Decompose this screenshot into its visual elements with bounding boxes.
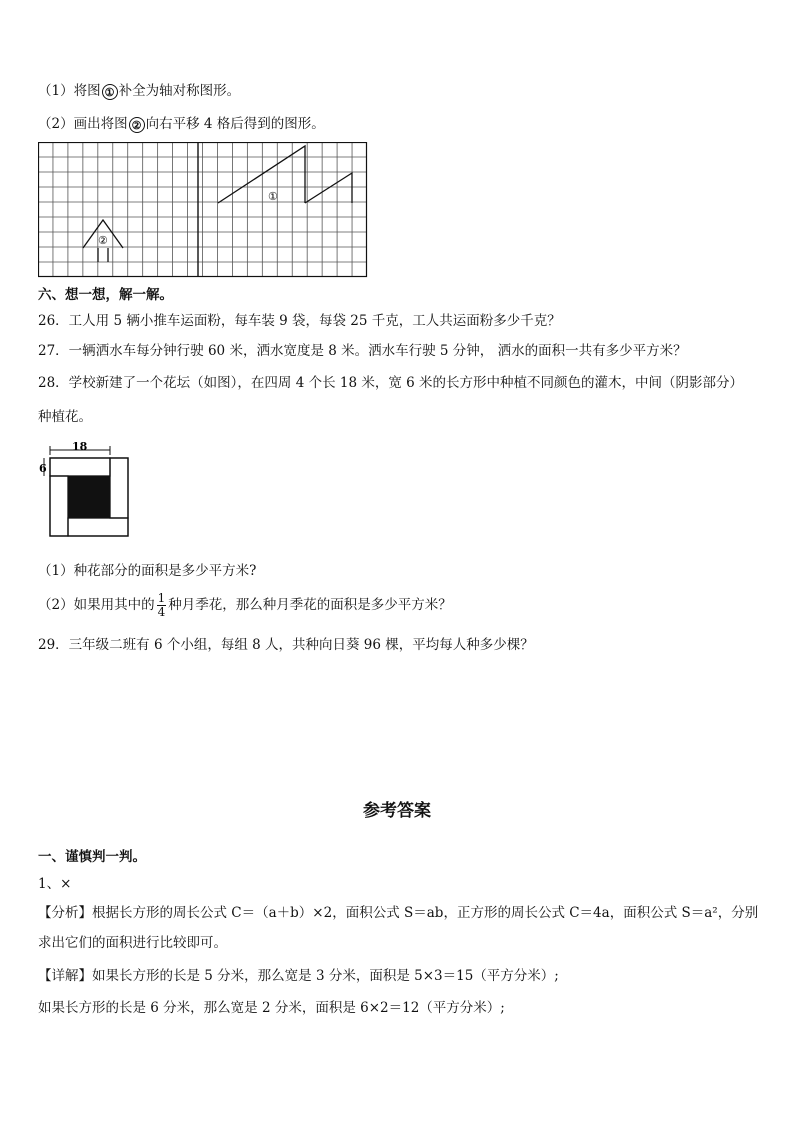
length-label: 18 <box>72 442 88 453</box>
question-28-sub-2: （2）如果用其中的 $\frac{1}{4}$ 种月季花，那么种月季花的面积是多少平方米？ <box>38 591 452 619</box>
answers-title: 参考答案 <box>363 801 431 821</box>
garden-strip-bottom <box>68 518 128 536</box>
question-28-line-1: 28．学校新建了一个花坛（如图），在四周 4 个长 18 米，宽 6 米的长方形中种植不同颜色的灌木，中间（阴影部分） <box>38 375 744 391</box>
analysis-line-1: 【分析】根据长方形的周长公式 C＝（a＋b）×2，面积公式 S＝ab，正方形的周长公式 C＝4a，面积公式 S＝a²，分别 <box>38 905 759 921</box>
grid-figure <box>38 142 368 278</box>
answer-section-1-heading: 一、谨慎判一判。 <box>38 849 146 865</box>
shape-2-label: ② <box>98 234 108 247</box>
shape-1-triangle-small <box>305 173 352 203</box>
circled-number-2: ② <box>129 117 145 133</box>
circled-number-1: ① <box>102 84 118 100</box>
garden-strip-left <box>50 476 68 536</box>
grid-lines <box>38 142 367 277</box>
question-28-line-2: 种植花。 <box>38 409 92 425</box>
width-label: 6 <box>39 462 47 475</box>
question-29: 29．三年级二班有 6 个小组，每组 8 人，共种向日葵 96 棵，平均每人种多少棵？ <box>38 637 534 653</box>
question-26: 26．工人用 5 辆小推车运面粉，每车装 9 袋，每袋 25 千克，工人共运面粉多少千克？ <box>38 313 561 329</box>
question-part-2: （2）画出将图 ② 向右平移 4 格后得到的图形。 <box>38 116 325 132</box>
analysis-line-2: 求出它们的面积进行比较即可。 <box>38 935 227 951</box>
garden-shaded-center <box>68 476 110 518</box>
question-28-sub-1: （1）种花部分的面积是多少平方米? <box>38 563 257 579</box>
garden-strip-right <box>110 458 128 518</box>
shape-1-label: ① <box>268 190 278 203</box>
section-6-heading: 六、想一想，解一解。 <box>38 287 173 303</box>
fraction: $\frac{1}{4}$ <box>157 591 166 619</box>
detail-line-2: 如果长方形的长是 6 分米，那么宽是 2 分米，面积是 6×2＝12（平方分米）; <box>38 1000 505 1016</box>
detail-line-1: 【详解】如果长方形的长是 5 分米，那么宽是 3 分米，面积是 5×3＝15（平方分米）; <box>38 968 559 984</box>
garden-strip-top <box>50 458 110 476</box>
answer-1-label: 1、× <box>38 876 72 892</box>
question-part-1: （1）将图 ① 补全为轴对称图形。 <box>38 83 241 99</box>
question-27: 27．一辆洒水车每分钟行驶 60 米，洒水宽度是 8 米。洒水车行驶 5 分钟， 洒水的面积一共有多少平方米？ <box>38 343 687 359</box>
garden-figure <box>38 442 138 542</box>
